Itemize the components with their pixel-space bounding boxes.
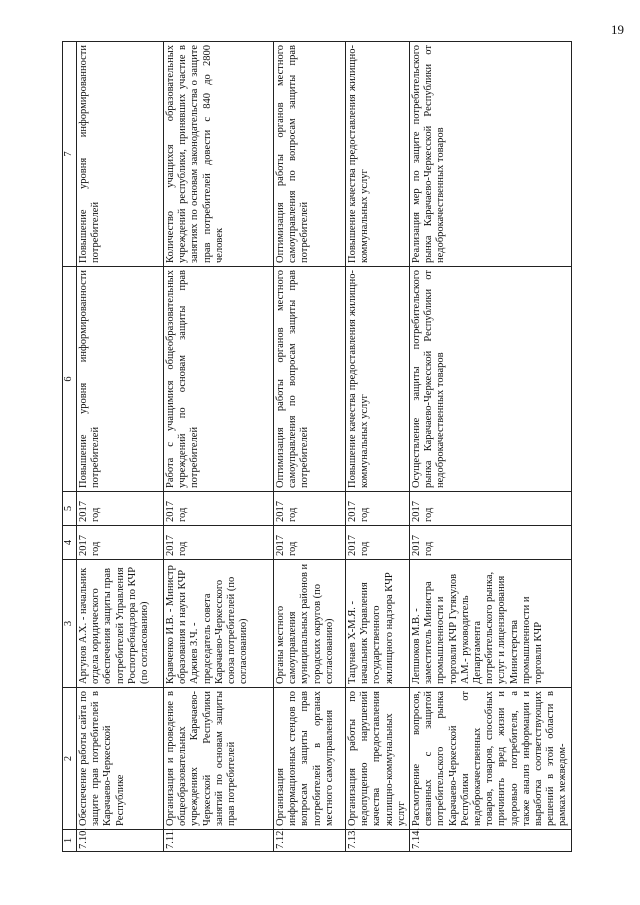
indicator-cell: Повышение уровня информированности потребителей	[77, 42, 164, 267]
indicator-cell: Количество учащихся образовательных учреждений республики, принявших участие в занятиях по основам законодательства о защите прав потребителей довести с 840 до 2800 человек	[164, 42, 274, 267]
event-cell: Организация и проведение в общеобразовательных учреждениях Карачаево-Черкесской Республики занятий по основам защиты прав потребителей	[164, 688, 274, 830]
header-row	[63, 42, 77, 852]
responsible-cell: Кравченко И.В. - Министр образования и науки КЧР Аджиев З.Ч. - председатель совета Карачаево-Черкесского союза потребителей (по согласованию)	[164, 560, 274, 688]
table-row	[274, 42, 346, 852]
result-cell: Оптимизация работы органов местного самоуправления по вопросам защиты прав потребителей	[274, 267, 346, 492]
end-year-cell: 2017 год	[410, 492, 572, 526]
indicator-cell: Повышение качества предоставления жилищно-коммунальных услуг	[346, 42, 410, 267]
end-year-cell: 2017 год	[77, 492, 164, 526]
result-cell: Повышение уровня информированности потребителей	[77, 267, 164, 492]
table-row	[346, 42, 410, 852]
indicator-cell: Реализация мер по защите потребительского рынка Карачаево-Черкесской Республики от недоброкачественных товаров	[410, 42, 572, 267]
row-number: 7.13.	[346, 830, 410, 852]
header-cell-5: 5	[63, 492, 77, 526]
table-row	[77, 42, 164, 852]
header-cell-1: 1	[63, 830, 77, 852]
responsible-cell: Аргунов А.Х. - начальник отдела юридического обеспечения защиты прав потребителей Управления Роспотребнадзора по КЧР (по согласованию)	[77, 560, 164, 688]
end-year-cell: 2017 год	[164, 492, 274, 526]
rotated-table-wrapper	[62, 42, 602, 852]
responsible-cell: Органы местного самоуправления муниципальных районов и городских округов (по согласованию)	[274, 560, 346, 688]
header-cell-4: 4	[63, 526, 77, 560]
indicator-cell: Оптимизация работы органов местного самоуправления по вопросам защиты прав потребителей	[274, 42, 346, 267]
row-number: 7.14.	[410, 830, 572, 852]
row-number: 7.12.	[274, 830, 346, 852]
start-year-cell: 2017 год	[410, 526, 572, 560]
table-row	[410, 42, 572, 852]
result-cell: Осуществление защиты потребительского рынка Карачаево-Черкесской Республики от недоброкачественных товаров	[410, 267, 572, 492]
result-cell: Повышение качества предоставления жилищно-коммунальных услуг	[346, 267, 410, 492]
measures-table	[62, 41, 572, 852]
page-number: 19	[611, 22, 624, 37]
end-year-cell: 2017 год	[346, 492, 410, 526]
header-cell-3: 3	[63, 560, 77, 688]
header-cell-6: 6	[63, 267, 77, 492]
responsible-cell: Лепшоков М.В. - заместитель Министра промышленности и торговли КЧР Гутякулов А.М.- руководитель Департамента потребительского рынка, услуг и лицензирования Министерства промышленности и торговли КЧР	[410, 560, 572, 688]
end-year-cell: 2017 год	[274, 492, 346, 526]
start-year-cell: 2017 год	[77, 526, 164, 560]
event-cell: Рассмотрение вопросов, связанных с защитой потребительского рынка Карачаево-Черкесской Республики от недоброкачественных товаров, товаров, способных причинить вред жизни и здоровью потребителя, а также анализ информации и выработка соответствующих решений в этой области в рамках межведом-	[410, 688, 572, 830]
event-cell: Обеспечение работы сайта по защите прав потребителей в Карачаево-Черкесской Республике	[77, 688, 164, 830]
result-cell: Работа с учащимися общеобразовательных учреждений по основам защиты прав потребителей	[164, 267, 274, 492]
row-number: 7.10.	[77, 830, 164, 852]
header-cell-7: 7	[63, 42, 77, 267]
table-row	[164, 42, 274, 852]
event-cell: Организация информационных стендов по вопросам защиты прав потребителей в органах местного самоуправления	[274, 688, 346, 830]
row-number: 7.11.	[164, 830, 274, 852]
responsible-cell: Тацунаев Х-М.Я. - начальник Управления государственного жилищного надзора КЧР	[346, 560, 410, 688]
start-year-cell: 2017 год	[346, 526, 410, 560]
start-year-cell: 2017 год	[164, 526, 274, 560]
event-cell: Организация работы по недопущению нарушений качества предоставления жилищно-коммунальных услуг	[346, 688, 410, 830]
header-cell-2: 2	[63, 688, 77, 830]
start-year-cell: 2017 год	[274, 526, 346, 560]
